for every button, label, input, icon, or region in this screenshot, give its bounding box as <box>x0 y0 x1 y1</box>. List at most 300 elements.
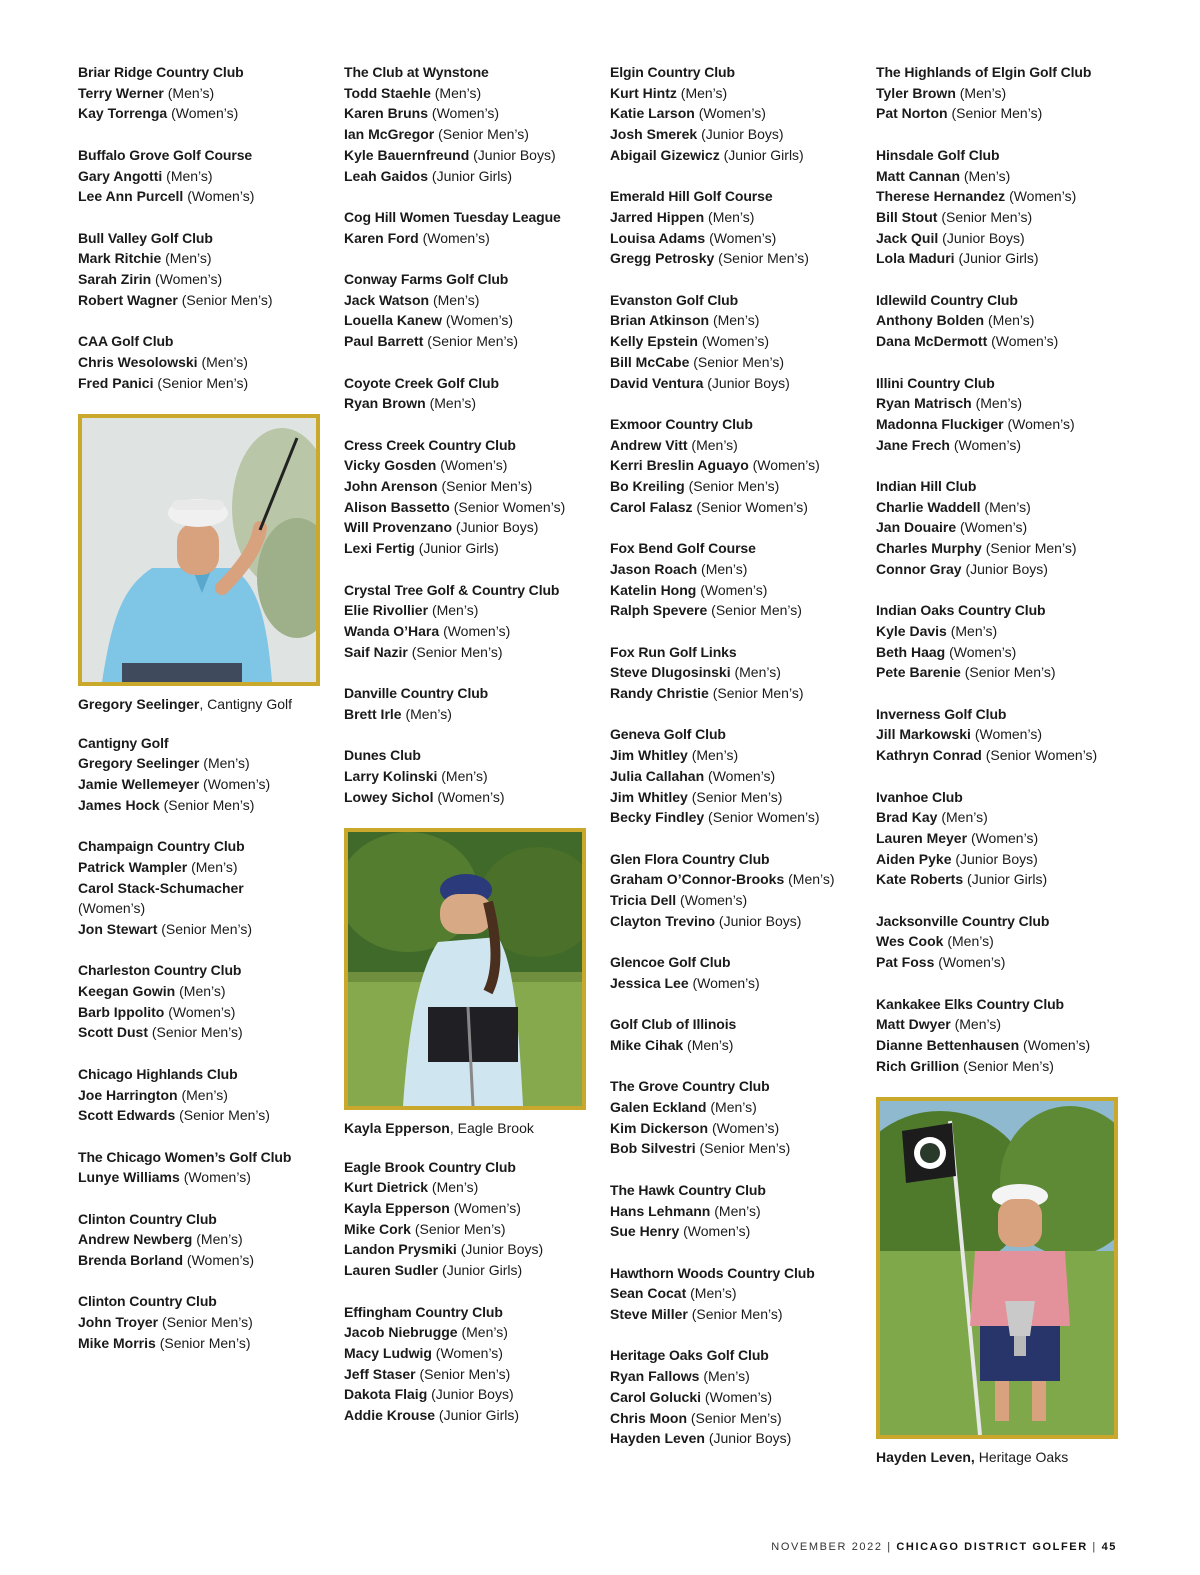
member-line <box>344 103 606 124</box>
member-name: Kathryn Conrad <box>876 747 982 764</box>
member-line <box>876 1035 1138 1056</box>
member-line <box>344 1239 606 1260</box>
member-name: Therese Hernandez <box>876 188 1006 205</box>
member-line <box>610 1428 872 1449</box>
member-name: Chris Moon <box>610 1409 687 1426</box>
member-name: Mike Cihak <box>610 1036 684 1053</box>
member-line <box>78 753 340 774</box>
member-name: Randy Christie <box>610 685 709 702</box>
member-line <box>610 869 872 890</box>
club-block <box>610 290 872 394</box>
member-category: (Men’s) <box>941 809 988 826</box>
club-name: Indian Oaks Country Club <box>876 602 1046 619</box>
member-category: (Women’s) <box>692 974 760 991</box>
member-category: (Men’s) <box>431 1179 479 1196</box>
member-line <box>876 869 1138 890</box>
member-line <box>876 559 1138 580</box>
member-line <box>610 1387 872 1408</box>
club-name: Conway Farms Golf Club <box>344 271 509 287</box>
member-line <box>876 807 1138 828</box>
member-category: (Senior Men’s) <box>712 685 804 702</box>
member-category: (Senior Men’s) <box>718 250 809 267</box>
member-category: (Men’s) <box>959 84 1007 101</box>
photo-caption <box>876 1447 1138 1468</box>
member-category: (Men’s) <box>432 291 480 308</box>
member-name: Keegan Gowin <box>78 983 176 999</box>
member-name: Landon Prysmiki <box>344 1241 457 1258</box>
member-name: Pat Foss <box>876 954 935 971</box>
golfer-photo-illustration <box>82 418 316 682</box>
member-category: (Senior Men’s) <box>162 1314 253 1331</box>
member-category: (Senior Men’s) <box>159 1334 251 1351</box>
member-name: Patrick Wampler <box>78 858 188 875</box>
club-block <box>610 414 872 518</box>
member-line <box>78 1022 340 1043</box>
member-name: Becky Findley <box>610 809 705 826</box>
member-line <box>610 1408 872 1429</box>
member-line <box>876 538 1138 559</box>
member-category: (Women’s) <box>1007 415 1075 432</box>
member-category: (Men’s) <box>441 767 488 784</box>
member-category: (Women’s) <box>701 333 769 350</box>
club-block <box>344 1302 606 1426</box>
member-name: Josh Smerek <box>610 126 698 143</box>
member-line <box>610 787 872 808</box>
member-name: Joe Harrington <box>78 1086 178 1103</box>
member-name: Jill Markowski <box>876 726 971 743</box>
club-block <box>78 960 340 1043</box>
club-block <box>344 745 606 807</box>
member-category: (Senior Women’s) <box>696 498 808 515</box>
member-category: (Senior Men’s) <box>688 478 780 495</box>
member-category: (Senior Men’s) <box>151 1024 243 1041</box>
club-name: Dunes Club <box>344 747 421 764</box>
member-name: Tyler Brown <box>876 84 956 101</box>
member-name: Aiden Pyke <box>876 850 952 867</box>
member-name: Ralph Spevere <box>610 602 708 619</box>
member-line <box>610 1097 872 1118</box>
member-category: (Men’s) <box>708 208 755 225</box>
member-line <box>344 83 606 104</box>
member-category: (Men’s) <box>167 84 215 101</box>
member-category: (Men’s) <box>461 1324 508 1341</box>
club-block <box>876 911 1138 973</box>
member-name: Kay Torrenga <box>78 105 168 122</box>
col-3 <box>610 62 872 1470</box>
club-block <box>876 145 1138 269</box>
member-line <box>610 145 872 166</box>
member-name: Beth Haag <box>876 643 946 660</box>
member-name: Jessica Lee <box>610 974 689 991</box>
member-line <box>876 724 1138 745</box>
member-name: Carol Golucki <box>610 1388 702 1405</box>
member-line <box>610 1201 872 1222</box>
member-category: (Senior Men’s) <box>414 1220 506 1237</box>
member-name: Alison Bassetto <box>344 498 450 515</box>
member-name: Larry Kolinski <box>344 767 438 784</box>
club-name: The Chicago Women’s Golf Club <box>78 1148 292 1165</box>
club-name: Cog Hill Women Tuesday League <box>344 208 561 225</box>
member-name: Julia Callahan <box>610 767 705 784</box>
club-block <box>344 435 606 559</box>
member-category: (Senior Men’s) <box>690 1409 782 1426</box>
member-line <box>78 857 340 878</box>
member-category: (Women’s) <box>949 643 1017 660</box>
club-name: Heritage Oaks Golf Club <box>610 1347 769 1364</box>
member-category: (Junior Girls) <box>442 1262 523 1279</box>
member-category: (Men’s) <box>691 747 739 764</box>
member-category: (Men’s) <box>954 1016 1001 1033</box>
member-line <box>78 919 340 940</box>
member-name: Macy Ludwig <box>344 1344 432 1361</box>
member-category: (Men’s) <box>196 1231 243 1248</box>
member-name: Louisa Adams <box>610 229 706 246</box>
member-name: Kate Roberts <box>876 871 964 888</box>
member-category: (Women’s) <box>186 1252 255 1269</box>
club-block <box>876 994 1138 1077</box>
member-line <box>344 228 606 249</box>
member-category: (Women’s) <box>970 829 1039 846</box>
member-name: David Ventura <box>610 374 704 391</box>
club-name: Coyote Creek Golf Club <box>344 374 499 391</box>
member-line <box>610 890 872 911</box>
club-name: Danville Country Club <box>344 685 489 701</box>
member-line <box>876 621 1138 642</box>
member-name: Brenda Borland <box>78 1252 184 1269</box>
member-line <box>610 807 872 828</box>
member-category: (Men’s) <box>166 167 213 184</box>
member-line <box>876 310 1138 331</box>
club-name: The Hawk Country Club <box>610 1181 766 1198</box>
golfer-photo-illustration <box>880 1101 1114 1435</box>
club-block <box>344 580 606 663</box>
member-line <box>344 1384 606 1405</box>
member-category: (Women’s) <box>698 105 766 122</box>
club-block <box>610 1263 872 1325</box>
member-category: (Men’s) <box>714 1202 761 1219</box>
member-category: (Women’s) <box>680 892 748 909</box>
member-category: (Junior Girls) <box>438 1407 520 1424</box>
club-name: Glencoe Golf Club <box>610 954 731 971</box>
member-category: (Men’s) <box>734 664 781 681</box>
club-name: Fox Bend Golf Course <box>610 540 756 557</box>
member-name: Barb Ippolito <box>78 1003 165 1020</box>
member-name: Ian McGregor <box>344 126 435 143</box>
club-block <box>78 228 340 311</box>
club-name: The Highlands of Elgin Golf Club <box>876 64 1092 80</box>
club-name: Chicago Highlands Club <box>78 1065 238 1082</box>
member-line <box>876 497 1138 518</box>
member-name: Jarred Hippen <box>610 208 705 225</box>
member-name: Lexi Fertig <box>344 540 415 557</box>
member-line <box>344 704 606 725</box>
club-name: Cress Creek Country Club <box>344 436 516 453</box>
club-name: Inverness Golf Club <box>876 705 1007 722</box>
member-line <box>78 1333 340 1354</box>
member-line <box>610 1035 872 1056</box>
member-name: Bob Silvestri <box>610 1140 696 1157</box>
member-name: Lee Ann Purcell <box>78 188 184 205</box>
member-line <box>610 683 872 704</box>
member-line <box>610 331 872 352</box>
club-block <box>78 836 340 940</box>
member-name: Wes Cook <box>876 933 944 950</box>
member-name: Jason Roach <box>610 560 698 577</box>
member-line <box>78 186 340 207</box>
page-number: 45 <box>1101 1541 1117 1553</box>
member-name: Andrew Newberg <box>78 1231 193 1248</box>
club-name: Hawthorn Woods Country Club <box>610 1264 815 1281</box>
photo-caption <box>344 1118 606 1139</box>
member-line <box>610 973 872 994</box>
member-line <box>610 766 872 787</box>
club-name: Golf Club of Illinois <box>610 1016 737 1033</box>
member-category: (Senior Men’s) <box>951 105 1043 122</box>
club-name: Glen Flora Country Club <box>610 850 770 867</box>
member-line <box>344 1177 606 1198</box>
member-category: (Junior Girls) <box>958 250 1039 267</box>
member-category: (Senior Women’s) <box>708 809 820 826</box>
member-category: (Senior Men’s) <box>419 1365 511 1382</box>
member-category: (Women’s) <box>974 726 1042 743</box>
member-category: (Senior Men’s) <box>693 353 785 370</box>
member-line <box>610 911 872 932</box>
member-name: Wanda O’Hara <box>344 622 440 639</box>
member-name: Paul Barrett <box>344 333 424 350</box>
member-line <box>610 435 872 456</box>
member-name: Jeff Staser <box>344 1365 416 1382</box>
member-name: Kelly Epstein <box>610 333 698 350</box>
member-line <box>344 166 606 187</box>
club-block <box>610 724 872 828</box>
member-line <box>344 621 606 642</box>
member-category: (Junior Boys) <box>431 1386 514 1403</box>
club-name: Cantigny Golf <box>78 734 169 751</box>
member-name: Bill Stout <box>876 208 938 225</box>
member-name: Katelin Hong <box>610 581 697 598</box>
member-name: Kurt Hintz <box>610 84 677 101</box>
member-name: Ryan Brown <box>344 395 426 412</box>
member-category: (Women’s) <box>708 767 776 784</box>
member-category: (Senior Men’s) <box>963 1057 1054 1074</box>
member-line <box>876 745 1138 766</box>
member-name: Anthony Bolden <box>876 312 985 329</box>
member-line <box>344 1322 606 1343</box>
member-line <box>876 207 1138 228</box>
member-name: Mike Cork <box>344 1220 411 1237</box>
member-name: Kim Dickerson <box>610 1119 709 1136</box>
member-line <box>344 517 606 538</box>
club-block <box>876 476 1138 580</box>
member-line <box>610 124 872 145</box>
member-category: (Men’s) <box>181 1086 228 1103</box>
member-category: (Senior Men’s) <box>411 643 503 660</box>
member-line <box>78 1312 340 1333</box>
member-line <box>344 145 606 166</box>
member-category: (Junior Girls) <box>723 146 804 163</box>
member-name: James Hock <box>78 796 160 813</box>
member-category: (Women’s) <box>704 1388 773 1405</box>
member-category: (Senior Men’s) <box>441 478 533 494</box>
member-category: (Women’s) <box>187 188 255 205</box>
club-name: Eagle Brook Country Club <box>344 1158 516 1175</box>
member-line <box>876 186 1138 207</box>
member-category: (Women’s) <box>991 333 1059 350</box>
member-line <box>78 290 340 311</box>
member-name: Terry Werner <box>78 84 164 101</box>
member-category: (Junior Boys) <box>718 912 802 929</box>
member-category: (Senior Men’s) <box>163 796 255 813</box>
member-line <box>344 331 606 352</box>
member-line <box>876 435 1138 456</box>
member-category: (Women’s) <box>155 271 223 287</box>
photo-figure <box>344 828 606 1139</box>
member-name: Kyle Davis <box>876 622 947 639</box>
member-line <box>344 290 606 311</box>
player-photo <box>78 414 320 686</box>
member-line <box>78 269 340 290</box>
member-line <box>610 1283 872 1304</box>
member-name: Jim Whitley <box>610 747 688 764</box>
club-block <box>610 1076 872 1159</box>
club-name: Kankakee Elks Country Club <box>876 995 1065 1012</box>
member-name: Lola Maduri <box>876 250 955 267</box>
member-name: Jim Whitley <box>610 788 688 805</box>
club-block <box>876 704 1138 766</box>
member-line <box>610 559 872 580</box>
member-line <box>610 1366 872 1387</box>
club-name: Charleston Country Club <box>78 962 242 979</box>
member-line <box>876 952 1138 973</box>
member-category: (Senior Men’s) <box>711 602 802 619</box>
photo-figure <box>78 414 340 715</box>
member-category: (Senior Men’s) <box>691 1306 783 1322</box>
club-block <box>610 62 872 166</box>
member-line <box>610 455 872 476</box>
member-name: Matt Cannan <box>876 167 960 184</box>
member-line <box>876 849 1138 870</box>
club-block <box>876 373 1138 456</box>
member-category: (Men’s) <box>963 167 1011 184</box>
member-name: Brad Kay <box>876 809 938 826</box>
club-block <box>610 1180 872 1242</box>
member-line <box>78 1002 340 1023</box>
member-category: (Men’s) <box>988 312 1035 329</box>
member-name: Pete Barenie <box>876 664 961 681</box>
club-name: Buffalo Grove Golf Course <box>78 146 253 163</box>
member-line <box>344 1343 606 1364</box>
member-category: (Women’s) <box>440 457 508 474</box>
member-category: (Junior Boys) <box>473 146 556 163</box>
club-block <box>876 600 1138 683</box>
footer-magazine: CHICAGO DISTRICT GOLFER <box>896 1541 1088 1553</box>
member-line <box>610 1118 872 1139</box>
member-category: (Men’s) <box>680 84 728 101</box>
member-category: (Men’s) <box>703 1368 750 1385</box>
club-name: Bull Valley Golf Club <box>78 229 213 246</box>
member-name: Lunye Williams <box>78 1169 180 1186</box>
member-line <box>344 600 606 621</box>
member-category: (Senior Women’s) <box>453 498 566 515</box>
member-category: (Junior Girls) <box>431 167 513 184</box>
member-category: (Women’s) <box>1023 1036 1091 1053</box>
member-name: Sue Henry <box>610 1223 680 1240</box>
member-category: (Women’s) <box>683 1223 751 1240</box>
member-line <box>344 642 606 663</box>
member-category: (Men’s) <box>710 1099 757 1115</box>
member-category: (Men’s) <box>201 353 248 370</box>
club-block <box>344 1157 606 1281</box>
caption-club: Heritage Oaks <box>974 1449 1069 1465</box>
member-name: Dakota Flaig <box>344 1386 428 1403</box>
member-name: Galen Eckland <box>610 1099 707 1115</box>
club-block <box>78 1064 340 1126</box>
member-line <box>78 1085 340 1106</box>
member-name: Kerri Breslin Aguayo <box>610 457 749 474</box>
member-name: Louella Kanew <box>344 312 443 329</box>
member-category: (Women’s) <box>938 954 1006 971</box>
member-category: (Senior Men’s) <box>179 1107 270 1124</box>
member-name: Bo Kreiling <box>610 478 685 495</box>
member-category: (Men’s) <box>691 436 738 453</box>
club-name: Evanston Golf Club <box>610 291 739 308</box>
member-name: Gregg Petrosky <box>610 250 715 267</box>
member-line <box>610 476 872 497</box>
club-name: Illini Country Club <box>876 374 995 391</box>
footer-date: NOVEMBER 2022 <box>771 1541 883 1553</box>
member-category: (Junior Boys) <box>707 374 790 391</box>
member-name: Carol Stack-Schumacher <box>78 879 244 896</box>
member-line <box>876 248 1138 269</box>
member-category: (Men’s) <box>690 1285 737 1302</box>
member-line <box>344 1364 606 1385</box>
member-name: Jack Watson <box>344 291 430 308</box>
member-line <box>78 1250 340 1271</box>
member-line <box>78 83 340 104</box>
club-name: Ivanhoe Club <box>876 788 963 805</box>
member-name: Graham O’Connor-Brooks <box>610 871 785 888</box>
member-category: (Men’s) <box>950 622 998 639</box>
member-line <box>610 373 872 394</box>
golfer-photo-illustration <box>348 832 582 1106</box>
member-category: (Junior Boys) <box>701 126 784 143</box>
member-line <box>876 414 1138 435</box>
member-line <box>610 580 872 601</box>
member-name: Charlie Waddell <box>876 498 981 515</box>
club-block <box>610 952 872 993</box>
member-line <box>610 600 872 621</box>
member-category: (Men’s) <box>434 84 482 101</box>
member-line <box>876 166 1138 187</box>
member-category: (Men’s) <box>687 1036 734 1053</box>
caption-name: Gregory Seelinger <box>78 695 200 712</box>
club-block <box>78 62 340 124</box>
member-category: (Men’s) <box>429 395 476 412</box>
member-category: (Senior Men’s) <box>157 374 249 391</box>
member-name: Karen Ford <box>344 229 419 246</box>
member-category: (Men’s) <box>191 858 238 875</box>
member-name: Connor Gray <box>876 560 962 577</box>
member-name: Scott Edwards <box>78 1107 176 1124</box>
member-category: (Senior Men’s) <box>438 126 529 143</box>
member-name: Gregory Seelinger <box>78 755 200 772</box>
club-name: Fox Run Golf Links <box>610 643 737 660</box>
member-name: Brett Irle <box>344 705 402 722</box>
member-category: (Men’s) <box>203 755 250 772</box>
col-1 <box>78 62 340 1374</box>
member-line <box>78 248 340 269</box>
col-4 <box>876 62 1138 1486</box>
